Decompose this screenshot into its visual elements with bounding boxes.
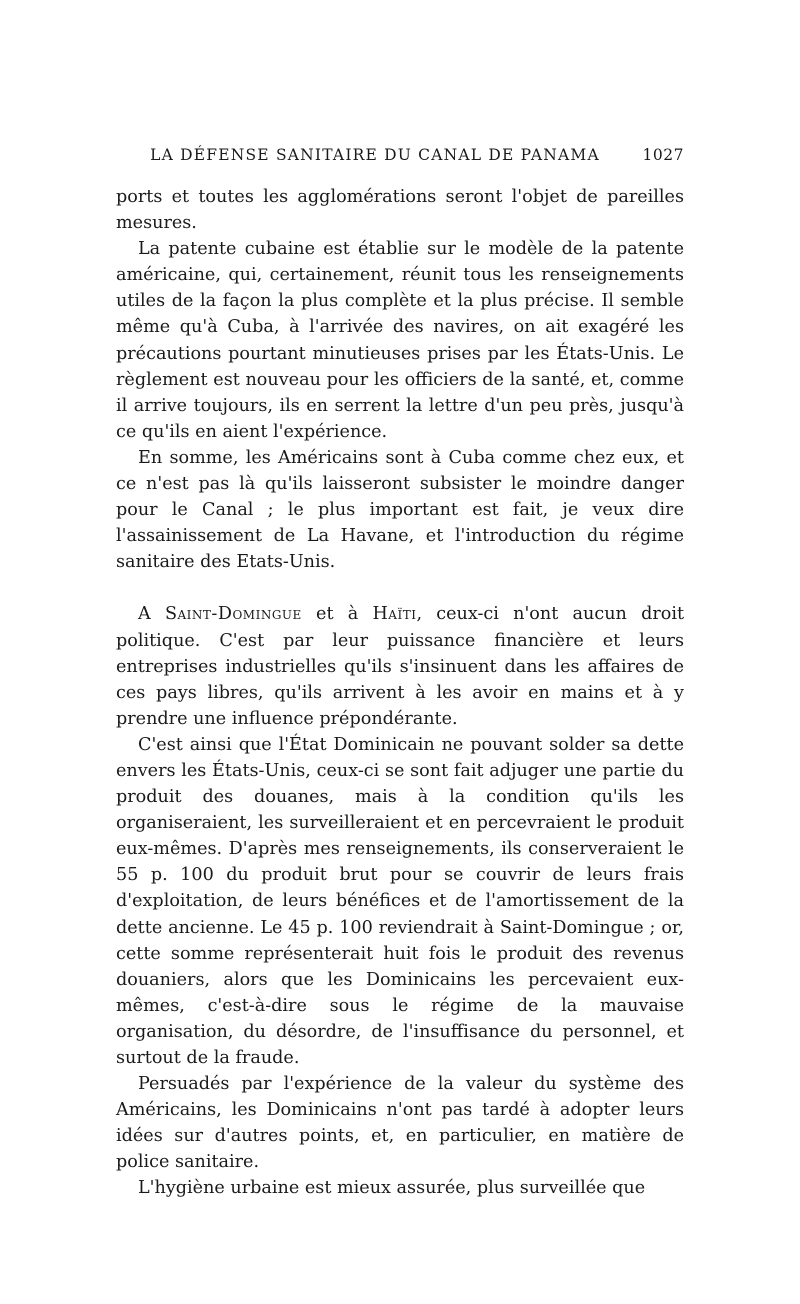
- paragraph-urban-hygiene: L'hygiène urbaine est mieux assurée, plus surveillée que: [138, 1178, 646, 1199]
- book-page: [116, 146, 684, 1202]
- paragraph-santo-domingo-text: , ceux-ci n'ont aucun droit politique. C'est par leur puissance financière et leurs entreprises industrielles qu'ils s'insinuent dans les affaires de ces pays libres, qu'ils arrivent à les avoir en mains et à y prendre une influence prépondérante.: [116, 604, 685, 729]
- paragraph-americans-in-cuba: En somme, les Américains sont à Cuba comme chez eux, et ce n'est pas là qu'ils laisseront subsister le moindre danger pour le Canal ; le plus important est fait, je veux dire l'assainissement de La Havane, et l'introduction du régime sanitaire des Etats-Unis.: [116, 447, 684, 573]
- running-title: LA DÉFENSE SANITAIRE DU CANAL DE PANAMA: [150, 146, 600, 164]
- paragraph-dominican-customs: C'est ainsi que l'État Dominicain ne pouvant solder sa dette envers les États-Unis, ceux-ci se sont fait adjuger une partie du produit des douanes, mais à la condition qu'ils les organiseraient, les surveilleraient et en percevraient le produit eux-mêmes. D'après mes renseignements, ils conserveraient le 55 p. 100 du produit brut pour se couvrir de leurs frais d'exploitation, de leurs bénéfices et de l'amortissement de la dette ancienne. Le 45 p. 100 reviendrait à Saint-Domingue ; or, cette somme représenterait huit fois le produit des revenus douaniers, alors que les Dominicains les percevaient eux-mêmes, c'est-à-dire sous le régime de la mauvaise organisation, du désordre, de l'insuffisance du personnel, et surtout de la fraude.: [116, 734, 684, 1068]
- lead-word: A: [138, 604, 151, 625]
- paragraph-dominican-adoption: Persuadés par l'expérience de la valeur du système des Américains, les Dominicains n'ont pas tardé à adopter leurs idées sur d'autres points, et, en particulier, en matière de police sanitaire.: [116, 1074, 684, 1173]
- paragraph-santo-domingo-haiti: [116, 601, 684, 731]
- paragraph-cuban-patent: La patente cubaine est établie sur le modèle de la patente américaine, qui, certainement, réunit tous les renseignements utiles de la façon la plus complète et la plus précise. Il semble même qu'à Cuba, à l'arrivée des navires, on ait exagéré les précautions pourtant minutieuses prises par les États-Unis. Le règlement est nouveau pour les officiers de la santé, et, comme il arrive toujours, ils en serrent la lettre d'un peu près, jusqu'à ce qu'ils en aient l'expérience.: [116, 239, 684, 442]
- paragraph-continuation: ports et toutes les agglomérations seront l'objet de pareilles mesures.: [116, 187, 684, 234]
- body-text: [116, 184, 684, 1202]
- running-header: [116, 146, 684, 170]
- place-santo-domingo: Saint-Domingue: [164, 604, 302, 625]
- place-haiti: Haïti: [372, 604, 417, 625]
- page-number: 1027: [642, 146, 684, 164]
- lead-connector: et à: [316, 604, 359, 625]
